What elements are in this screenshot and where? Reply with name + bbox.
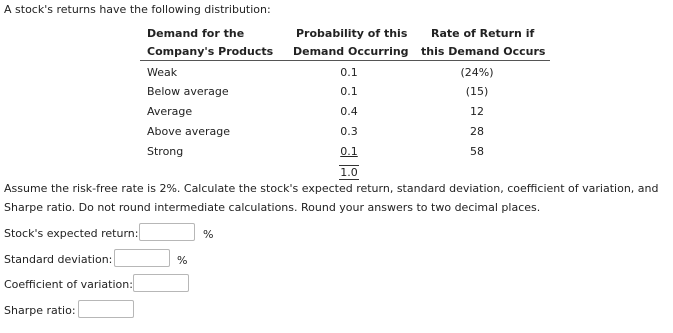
row-return: (15) bbox=[465, 85, 489, 98]
row-return: (24%) bbox=[460, 66, 494, 79]
header-probability-line1: Probability of this bbox=[296, 27, 408, 40]
row-demand: Average bbox=[147, 105, 193, 118]
header-return-line2: this Demand Occurs bbox=[421, 45, 546, 58]
row-probability: 0.4 bbox=[340, 105, 358, 118]
instructions-line1: Assume the risk-free rate is 2%. Calculate the stock's expected return, standard deviation, coefficient of variation, and bbox=[4, 182, 659, 195]
row-probability: 0.3 bbox=[340, 125, 358, 138]
row-probability: 0.1 bbox=[340, 85, 358, 98]
standard-deviation-unit: % bbox=[177, 254, 188, 267]
header-demand-line2: Company's Products bbox=[147, 45, 274, 58]
row-demand: Strong bbox=[147, 145, 184, 158]
header-divider bbox=[140, 60, 550, 61]
header-probability-line2: Demand Occurring bbox=[293, 45, 409, 58]
row-demand: Weak bbox=[147, 66, 178, 79]
expected-return-unit: % bbox=[203, 228, 214, 241]
row-probability: 0.1 bbox=[340, 145, 358, 158]
probability-total bbox=[318, 166, 380, 179]
standard-deviation-label: Standard deviation: bbox=[4, 253, 113, 266]
row-return: 28 bbox=[470, 125, 484, 138]
standard-deviation-input[interactable] bbox=[114, 249, 170, 267]
header-return-line1: Rate of Return if bbox=[431, 27, 535, 40]
row-return: 58 bbox=[470, 145, 484, 158]
expected-return-input[interactable] bbox=[139, 223, 195, 241]
coefficient-of-variation-label: Coefficient of variation: bbox=[4, 278, 133, 291]
instructions-line2: Sharpe ratio. Do not round intermediate calculations. Round your answers to two decimal places. bbox=[4, 201, 541, 214]
coefficient-of-variation-input[interactable] bbox=[133, 274, 189, 292]
header-demand-line1: Demand for the bbox=[147, 27, 245, 40]
intro-text: A stock's returns have the following distribution: bbox=[4, 3, 271, 16]
row-demand: Below average bbox=[147, 85, 229, 98]
probability-total-value: 1.0 bbox=[340, 166, 358, 179]
expected-return-label: Stock's expected return: bbox=[4, 227, 139, 240]
sharpe-ratio-label: Sharpe ratio: bbox=[4, 304, 76, 317]
row-return: 12 bbox=[470, 105, 484, 118]
sharpe-ratio-input[interactable] bbox=[78, 300, 134, 318]
row-demand: Above average bbox=[147, 125, 231, 138]
row-probability: 0.1 bbox=[340, 66, 358, 79]
